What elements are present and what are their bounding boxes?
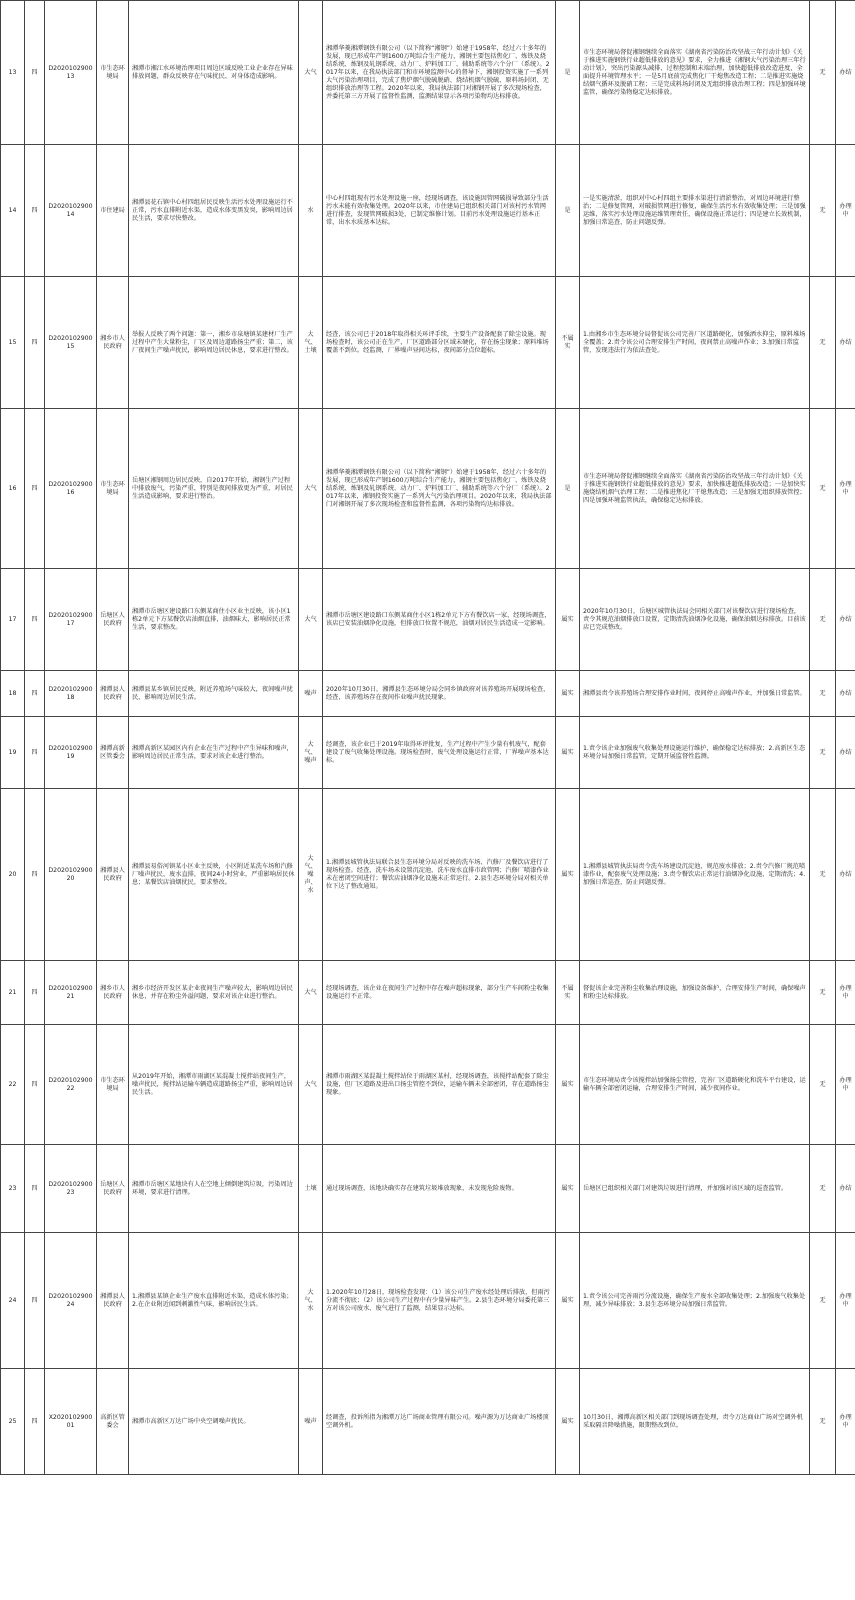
cell-issue: 湘潭市岳塘区建设路口东侧某商住小区业主反映，该小区1栋2单元下方某餐饮店油烟直排，油烟味大，影响居民正常生活，要求整改。 xyxy=(129,569,299,671)
cell-code: D202010290018 xyxy=(45,671,97,717)
cell-accountability: 无 xyxy=(810,1369,836,1475)
cell-code: D202010290024 xyxy=(45,1233,97,1369)
cell-region: 湘潭高新区管委会 xyxy=(97,717,129,789)
cell-type: 土壤 xyxy=(299,1145,323,1233)
cell-code: D202010290013 xyxy=(45,1,97,145)
cell-num: 18 xyxy=(1,671,25,717)
cell-code: D202010290016 xyxy=(45,409,97,569)
cell-status: 办结 xyxy=(836,789,855,961)
cell-num: 19 xyxy=(1,717,25,789)
cell-verdict: 是 xyxy=(556,145,580,277)
cell-num: 23 xyxy=(1,1145,25,1233)
cell-type: 大气 xyxy=(299,1025,323,1145)
cell-accountability: 无 xyxy=(810,569,836,671)
table-row xyxy=(1,145,855,277)
cell-measures: 市生态环境局责令该搅拌站加强扬尘管控，完善厂区道路硬化和洗车平台建设，运输车辆全部密闭运输，合理安排生产时间，减少夜间作业。 xyxy=(580,1025,810,1145)
cell-region: 市住建局 xyxy=(97,145,129,277)
cell-type: 大气 xyxy=(299,961,323,1025)
cell-measures: 岳塘区已组织相关部门对建筑垃圾进行清理，并加强对该区域的巡查监管。 xyxy=(580,1145,810,1233)
cell-measures: 1.湘潭县城管执法局责令洗车场建设沉淀池，规范废水排放；2.责令汽修厂规范喷漆作业，配套废气处理设施；3.责令餐饮店正常运行油烟净化设施，定期清洗；4.加强日常巡查，防止问题反弹。 xyxy=(580,789,810,961)
cell-accountability: 无 xyxy=(810,671,836,717)
table-row xyxy=(1,789,855,961)
cell-type: 大气 xyxy=(299,409,323,569)
table-row xyxy=(1,1025,855,1145)
cell-measures: 1.责令该企业加强废气收集处理设施运行维护，确保稳定达标排放；2.高新区生态环境分局加强日常监管，定期开展监督性监测。 xyxy=(580,717,810,789)
cell-status: 办理中 xyxy=(836,961,855,1025)
cell-issue: 1.湘潭县某镇企业生产废水直排附近水渠，造成水体污染；2.在企业附近闻到刺激性气味，影响居民生活。 xyxy=(129,1233,299,1369)
cell-investigation: 2020年10月30日，湘潭县生态环境分局会同乡镇政府对该养殖场开展现场检查，经查，该养殖场存在夜间作业噪声扰民现象。 xyxy=(323,671,556,717)
cell-level: 四 xyxy=(25,1145,45,1233)
cell-code: D202010290015 xyxy=(45,277,97,409)
cell-verdict: 是 xyxy=(556,1,580,145)
cell-num: 17 xyxy=(1,569,25,671)
cell-type: 大气、噪声 xyxy=(299,717,323,789)
cell-level: 四 xyxy=(25,671,45,717)
cell-investigation: 1.湘潭县城管执法局联合县生态环境分局对反映的洗车场、汽修厂及餐饮店进行了现场检查。经查，洗车场未设置沉淀池，洗车废水直排市政管网；汽修厂喷漆作业未在密闭空间进行；餐饮店油烟净化设施未正常运行。2.县生态环境分局对相关单位下达了整改通知。 xyxy=(323,789,556,961)
table-row xyxy=(1,671,855,717)
cell-status: 办理中 xyxy=(836,1233,855,1369)
cell-code: D202010290021 xyxy=(45,961,97,1025)
cell-num: 22 xyxy=(1,1025,25,1145)
cell-region: 岳塘区人民政府 xyxy=(97,1145,129,1233)
cell-num: 14 xyxy=(1,145,25,277)
cell-accountability: 无 xyxy=(810,717,836,789)
cell-type: 大气、噪声、水 xyxy=(299,789,323,961)
cell-accountability: 无 xyxy=(810,1,836,145)
cell-investigation: 经现场调查，该企业在夜间生产过程中存在噪声超标现象，部分生产车间粉尘收集设施运行不正常。 xyxy=(323,961,556,1025)
cell-issue: 湘潭市岳塘区某地块有人在空地上倾倒建筑垃圾，污染周边环境，要求进行清理。 xyxy=(129,1145,299,1233)
cell-accountability: 无 xyxy=(810,1025,836,1145)
cell-issue: 湘潭市高新区万达广场中央空调噪声扰民。 xyxy=(129,1369,299,1475)
cell-investigation: 经调查，投诉所指为湘潭万达广场商业管理有限公司。噪声源为万达商业广场楼顶空调外机。 xyxy=(323,1369,556,1475)
table-row xyxy=(1,1369,855,1475)
cell-type: 大气、土壤 xyxy=(299,277,323,409)
cell-verdict: 属实 xyxy=(556,671,580,717)
cell-investigation: 中心村四组现有污水处理设施一座，经现场调查，该设施因管网破损导致部分生活污水未能有效收集处理。2020年以来，市住建局已组织相关部门对该村污水管网进行排查，发现管网破损3处，已制定维修计划。目前污水处理设施运行基本正常，出水水质基本达标。 xyxy=(323,145,556,277)
cell-level: 四 xyxy=(25,717,45,789)
table-row xyxy=(1,277,855,409)
cell-code: X202010290001 xyxy=(45,1369,97,1475)
cell-verdict: 属实 xyxy=(556,1233,580,1369)
cell-level: 四 xyxy=(25,409,45,569)
cell-investigation: 湘潭市雨湖区某混凝土搅拌站位于雨湖区某村，经现场调查，该搅拌站配套了除尘设施，但厂区道路及进出口扬尘管控不到位，运输车辆未全部密闭，存在道路扬尘现象。 xyxy=(323,1025,556,1145)
cell-region: 市生态环境局 xyxy=(97,1025,129,1145)
cell-issue: 岳塘区湘钢周边居民反映，自2017年开始，湘钢生产过程中排放废气，污染严重，特别是夜间排放更为严重，对居民生活造成影响，要求进行整治。 xyxy=(129,409,299,569)
cell-region: 湘潭县人民政府 xyxy=(97,789,129,961)
cell-status: 办理中 xyxy=(836,145,855,277)
cell-num: 13 xyxy=(1,1,25,145)
cell-measures: 10月30日，湘潭高新区相关部门到现场调查处理，责令万达商业广场对空调外机采取隔音降噪措施，限期整改到位。 xyxy=(580,1369,810,1475)
cell-level: 四 xyxy=(25,1025,45,1145)
cell-region: 岳塘区人民政府 xyxy=(97,569,129,671)
cell-level: 四 xyxy=(25,1369,45,1475)
table-row xyxy=(1,961,855,1025)
cell-type: 噪声 xyxy=(299,671,323,717)
cell-verdict: 不属实 xyxy=(556,961,580,1025)
cell-verdict: 是 xyxy=(556,409,580,569)
cell-status: 办结 xyxy=(836,1145,855,1233)
cell-measures: 市生态环境局督促湘钢继续全面落实《湖南省污染防治攻坚战三年行动计划》《关于推进实施钢铁行业超低排放的意见》要求，加快推进超低排放改造；一是加快实施烧结机烟气治理工程；二是推进焦化厂干熄焦改造；三是加强无组织排放管控；四是加强环境监管执法，确保稳定达标排放。 xyxy=(580,409,810,569)
cell-region: 高新区管委会 xyxy=(97,1369,129,1475)
cell-level: 四 xyxy=(25,145,45,277)
cell-status: 办结 xyxy=(836,1,855,145)
cell-verdict: 不属实 xyxy=(556,277,580,409)
cell-region: 市生态环境局 xyxy=(97,1,129,145)
cell-code: D202010290020 xyxy=(45,789,97,961)
cell-verdict: 属实 xyxy=(556,1025,580,1145)
cell-issue: 举报人反映了两个问题：第一，湘乡市泉塘镇某建材厂生产过程中产生大量粉尘，厂区及周边道路扬尘严重；第二，该厂夜间生产噪声扰民，影响周边居民休息，要求进行整改。 xyxy=(129,277,299,409)
cell-code: D202010290019 xyxy=(45,717,97,789)
cell-code: D202010290023 xyxy=(45,1145,97,1233)
cell-status: 办理中 xyxy=(836,409,855,569)
cell-status: 办结 xyxy=(836,671,855,717)
cell-level: 四 xyxy=(25,789,45,961)
cell-investigation: 湘潭华菱湘潭钢铁有限公司（以下简称“湘钢”）始建于1958年，经过六十多年的发展，现已形成年产钢1600万吨综合生产能力，湘钢主要包括焦化厂、炼铁及烧结系统、炼钢及轧钢系统、动力厂、炉料加工厂、辅助系统等六个分厂（系统）。2017年以来，湘钢投资实施了一系列大气污染治理项目。2020年以来，我局执法部门对湘钢开展了多次现场检查和监督性监测，各项污染物均达标排放。 xyxy=(323,409,556,569)
cell-region: 湘乡市人民政府 xyxy=(97,277,129,409)
cell-num: 24 xyxy=(1,1233,25,1369)
cell-level: 四 xyxy=(25,569,45,671)
cell-level: 四 xyxy=(25,961,45,1025)
cell-accountability: 无 xyxy=(810,961,836,1025)
cell-num: 25 xyxy=(1,1369,25,1475)
cell-num: 15 xyxy=(1,277,25,409)
cell-code: D202010290022 xyxy=(45,1025,97,1145)
cell-measures: 湘潭县责令该养殖场合理安排作业时间，夜间停止高噪声作业，并加强日常监管。 xyxy=(580,671,810,717)
cell-code: D202010290017 xyxy=(45,569,97,671)
cell-measures: 1.责令该公司完善雨污分流设施，确保生产废水全部收集处理；2.加强废气收集处理，减少异味排放；3.县生态环境分局加强日常监管。 xyxy=(580,1233,810,1369)
table-row xyxy=(1,1233,855,1369)
cell-status: 办结 xyxy=(836,717,855,789)
cell-num: 21 xyxy=(1,961,25,1025)
cell-measures: 市生态环境局督促湘钢继续全面落实《湖南省污染防治攻坚战三年行动计划》《关于推进实施钢铁行业超低排放的意见》要求，全力推进《湘钢大气污染治理三年行动计划》，突出污染源头减排、过程控制和末端治理，加快超低排放改造进度，全面提升环境管理水平；一是5月底前完成焦化厂干熄焦改造工程；二是推进实施烧结烟气循环及脱硝工程；三是完成料场封闭及无组织排放治理工程；四是加强环境监管，确保污染物稳定达标排放。 xyxy=(580,1,810,145)
cell-region: 市生态环境局 xyxy=(97,409,129,569)
cell-code: D202010290014 xyxy=(45,145,97,277)
cell-issue: 湘潭县易俗河镇某小区业主反映，小区附近某洗车场和汽修厂噪声扰民、废水直排，夜间24小时营业，严重影响居民休息；某餐饮店油烟扰民，要求整改。 xyxy=(129,789,299,961)
cell-measures: 2020年10月30日，岳塘区城管执法局会同相关部门对该餐饮店进行现场检查，责令其规范油烟排放口设置，定期清洗油烟净化设施，确保油烟达标排放。目前该店已完成整改。 xyxy=(580,569,810,671)
cell-investigation: 湘潭市岳塘区建设路口东侧某商住小区1栋2单元下方有餐饮店一家，经现场调查，该店已安装油烟净化设施，但排放口位置不规范，油烟对居民生活造成一定影响。 xyxy=(323,569,556,671)
cell-level: 四 xyxy=(25,1,45,145)
cell-num: 20 xyxy=(1,789,25,961)
cell-issue: 从2019年开始，湘潭市雨湖区某混凝土搅拌站夜间生产，噪声扰民，搅拌站运输车辆造成道路扬尘严重，影响周边居民生活。 xyxy=(129,1025,299,1145)
cell-type: 噪声 xyxy=(299,1369,323,1475)
cell-type: 大气、水 xyxy=(299,1233,323,1369)
cell-accountability: 无 xyxy=(810,409,836,569)
cell-measures: 一是实施清淤，组织对中心村四组主要排水渠进行清淤整治，对周边环境进行整治；二是修复管网，对破损管网进行修复，确保生活污水有效收集处理；三是加强运维，落实污水处理设施运维管理责任，确保设施正常运行；四是建立长效机制，加强日常巡查，防止问题反弹。 xyxy=(580,145,810,277)
cell-issue: 湘潭县某乡镇居民反映，附近养殖场气味较大，夜间噪声扰民，影响周边居民生活。 xyxy=(129,671,299,717)
cell-issue: 湘潭县花石镇中心村四组居民反映生活污水处理设施运行不正常，污水直排附近水渠，造成水体变黑发臭，影响周边居民生活，要求尽快整改。 xyxy=(129,145,299,277)
cell-accountability: 无 xyxy=(810,145,836,277)
cell-issue: 湘潭市湘江水环境治理项目周边区域反映工业企业存在异味排放问题，群众反映存在气味扰民、对身体造成影响。 xyxy=(129,1,299,145)
cell-investigation: 经查，该公司已于2018年取得相关环评手续，主要生产设备配套了除尘设施。现场检查时，该公司正在生产，厂区道路部分区域未硬化，存在扬尘现象；原料堆场覆盖不到位。经监测，厂界噪声昼间达标，夜间部分点位超标。 xyxy=(323,277,556,409)
cell-region: 湘潭县人民政府 xyxy=(97,1233,129,1369)
cell-verdict: 属实 xyxy=(556,569,580,671)
table-row xyxy=(1,717,855,789)
table-row xyxy=(1,1145,855,1233)
table-row xyxy=(1,569,855,671)
cell-verdict: 属实 xyxy=(556,1369,580,1475)
table-row xyxy=(1,409,855,569)
cell-status: 办结 xyxy=(836,277,855,409)
cell-measures: 督促该企业完善粉尘收集治理设施，加强设备维护，合理安排生产时间，确保噪声和粉尘达标排放。 xyxy=(580,961,810,1025)
cell-status: 办结 xyxy=(836,569,855,671)
cell-status: 办理中 xyxy=(836,1025,855,1145)
cell-region: 湘潭县人民政府 xyxy=(97,671,129,717)
table-row xyxy=(1,1,855,145)
cell-num: 16 xyxy=(1,409,25,569)
cell-type: 大气 xyxy=(299,569,323,671)
cell-issue: 湘潭高新区某园区内有企业在生产过程中产生异味和噪声，影响周边居民正常生活，要求对该企业进行整治。 xyxy=(129,717,299,789)
cell-level: 四 xyxy=(25,277,45,409)
cell-investigation: 1.2020年10月28日，现场检查发现：（1）该公司生产废水经处理后排放，但雨污分流不彻底；（2）该公司生产过程中有少量异味产生。2.县生态环境分局委托第三方对该公司废水、废气进行了监测，结果显示达标。 xyxy=(323,1233,556,1369)
cell-accountability: 无 xyxy=(810,789,836,961)
cell-region: 湘乡市人民政府 xyxy=(97,961,129,1025)
cell-measures: 1.由湘乡市生态环境分局督促该公司完善厂区道路硬化，加强洒水抑尘，原料堆场全覆盖；2.责令该公司合理安排生产时间，夜间禁止高噪声作业；3.加强日常监管，发现违法行为依法查处。 xyxy=(580,277,810,409)
cell-accountability: 无 xyxy=(810,277,836,409)
cell-verdict: 属实 xyxy=(556,789,580,961)
cell-verdict: 属实 xyxy=(556,1145,580,1233)
cell-type: 大气 xyxy=(299,1,323,145)
cell-status: 办理中 xyxy=(836,1369,855,1475)
cell-level: 四 xyxy=(25,1233,45,1369)
cell-investigation: 通过现场调查，该地块确实存在建筑垃圾堆放现象，未发现危险废物。 xyxy=(323,1145,556,1233)
cell-investigation: 经调查，该企业已于2019年取得环评批复，生产过程中产生少量有机废气，配套建设了废气收集处理设施。现场检查时，废气处理设施运行正常，厂界噪声基本达标。 xyxy=(323,717,556,789)
cell-issue: 湘乡市经济开发区某企业夜间生产噪声较大，影响周边居民休息，并存在粉尘外溢问题，要求对该企业进行整治。 xyxy=(129,961,299,1025)
cell-investigation: 湘潭华菱湘潭钢铁有限公司（以下简称“湘钢”）始建于1958年，经过六十多年的发展，现已形成年产钢1600万吨综合生产能力，湘钢主要包括焦化厂、炼铁及烧结系统、炼钢及轧钢系统、动力厂、炉料加工厂、辅助系统等六个分厂（系统）。2017年以来，在我局执法部门和市环境监测中心的督导下，湘钢投资实施了一系列大气污染治理项目，完成了焦炉烟气脱硫脱硝、烧结机烟气脱硫、原料场封闭、无组织排放治理等工程。2020年以来，我局执法部门对湘钢开展了多次现场检查，并委托第三方开展了监督性监测，监测结果显示各项污染物均达标排放。 xyxy=(323,1,556,145)
cell-accountability: 无 xyxy=(810,1233,836,1369)
cell-verdict: 属实 xyxy=(556,717,580,789)
cell-accountability: 无 xyxy=(810,1145,836,1233)
cell-type: 水 xyxy=(299,145,323,277)
